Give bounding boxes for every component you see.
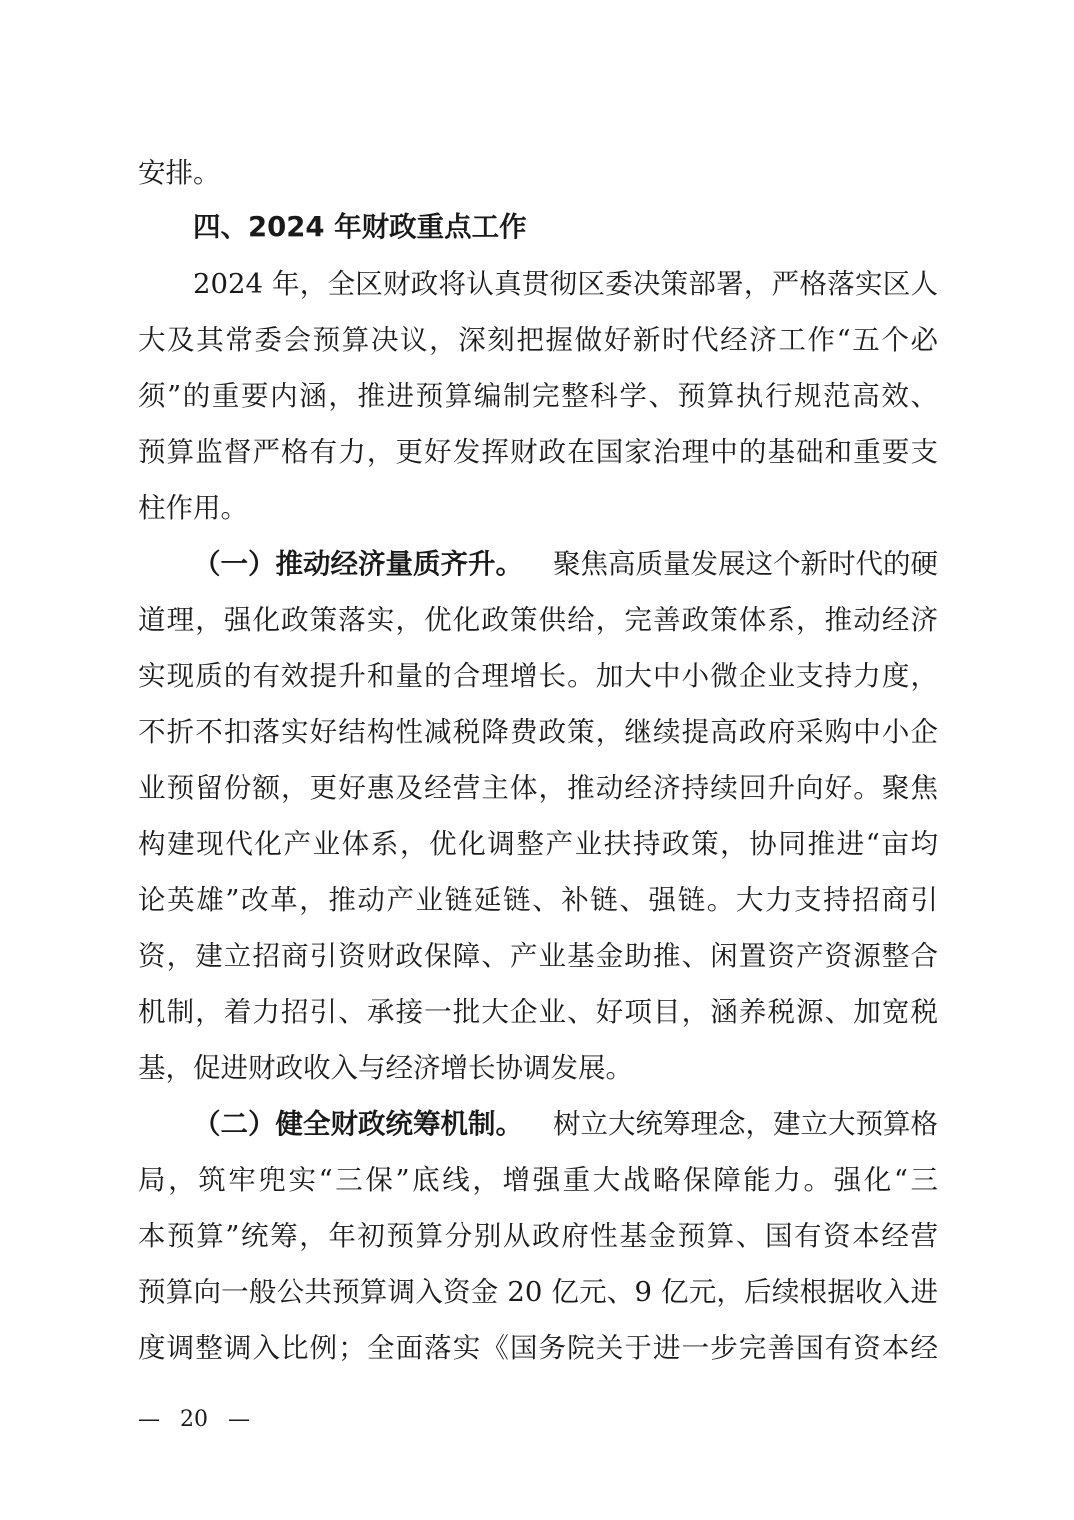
text-line: 预算向一般公共预算调入资金 20 亿元、9 亿元，后续根据收入进 (138, 1276, 938, 1308)
subsection-heading: （一）推动经济量质齐升。 (193, 548, 523, 580)
page-number: 20 (180, 1407, 208, 1432)
text-line: 基，促进财政收入与经济增长协调发展。 (138, 1052, 633, 1084)
text-line: 道理，强化政策落实，优化政策供给，完善政策体系，推动经济 (138, 604, 938, 636)
subsection-heading: （二）健全财政统筹机制。 (193, 1108, 523, 1140)
text-line: 预算监督严格有力，更好发挥财政在国家治理中的基础和重要支 (138, 436, 938, 468)
text-line: 本预算”统筹，年初预算分别从政府性基金预算、国有资本经营 (138, 1220, 938, 1252)
text-line: 2024 年，全区财政将认真贯彻区委决策部署，严格落实区人 (193, 268, 938, 300)
text-segment: 树立大统筹理念，建立大预算格 (553, 1108, 938, 1140)
text-line: 度调整调入比例；全面落实《国务院关于进一步完善国有资本经 (138, 1332, 938, 1364)
paragraph-first-line (193, 1108, 938, 1140)
text-line: 机制，着力招引、承接一批大企业、好项目，涵养税源、加宽税 (138, 996, 938, 1028)
paragraph-first-line (193, 548, 938, 580)
footer-dash-right: — (228, 1407, 250, 1432)
page-footer (138, 1406, 250, 1434)
text-line: 论英雄”改革，推动产业链延链、补链、强链。大力支持招商引 (138, 884, 938, 916)
text-line: 业预留份额，更好惠及经营主体，推动经济持续回升向好。聚焦 (138, 772, 938, 804)
text-line: 实现质的有效提升和量的合理增长。加大中小微企业支持力度， (138, 660, 938, 692)
text-line: 局，筑牢兜实“三保”底线，增强重大战略保障能力。强化“三 (138, 1164, 938, 1196)
text-line: 大及其常委会预算决议，深刻把握做好新时代经济工作“五个必 (138, 324, 938, 356)
text-line: 资，建立招商引资财政保障、产业基金助推、闲置资产资源整合 (138, 940, 938, 972)
footer-dash-left: — (138, 1407, 160, 1432)
text-line: 须”的重要内涵，推进预算编制完整科学、预算执行规范高效、 (138, 380, 938, 412)
text-line: 柱作用。 (138, 492, 248, 524)
text-line: 安排。 (138, 157, 221, 189)
section-heading: 四、2024 年财政重点工作 (193, 211, 527, 243)
text-line: 构建现代化产业体系，优化调整产业扶持政策，协同推进“亩均 (138, 828, 938, 860)
text-line: 不折不扣落实好结构性减税降费政策，继续提高政府采购中小企 (138, 716, 938, 748)
text-segment: 聚焦高质量发展这个新时代的硬 (553, 548, 938, 580)
